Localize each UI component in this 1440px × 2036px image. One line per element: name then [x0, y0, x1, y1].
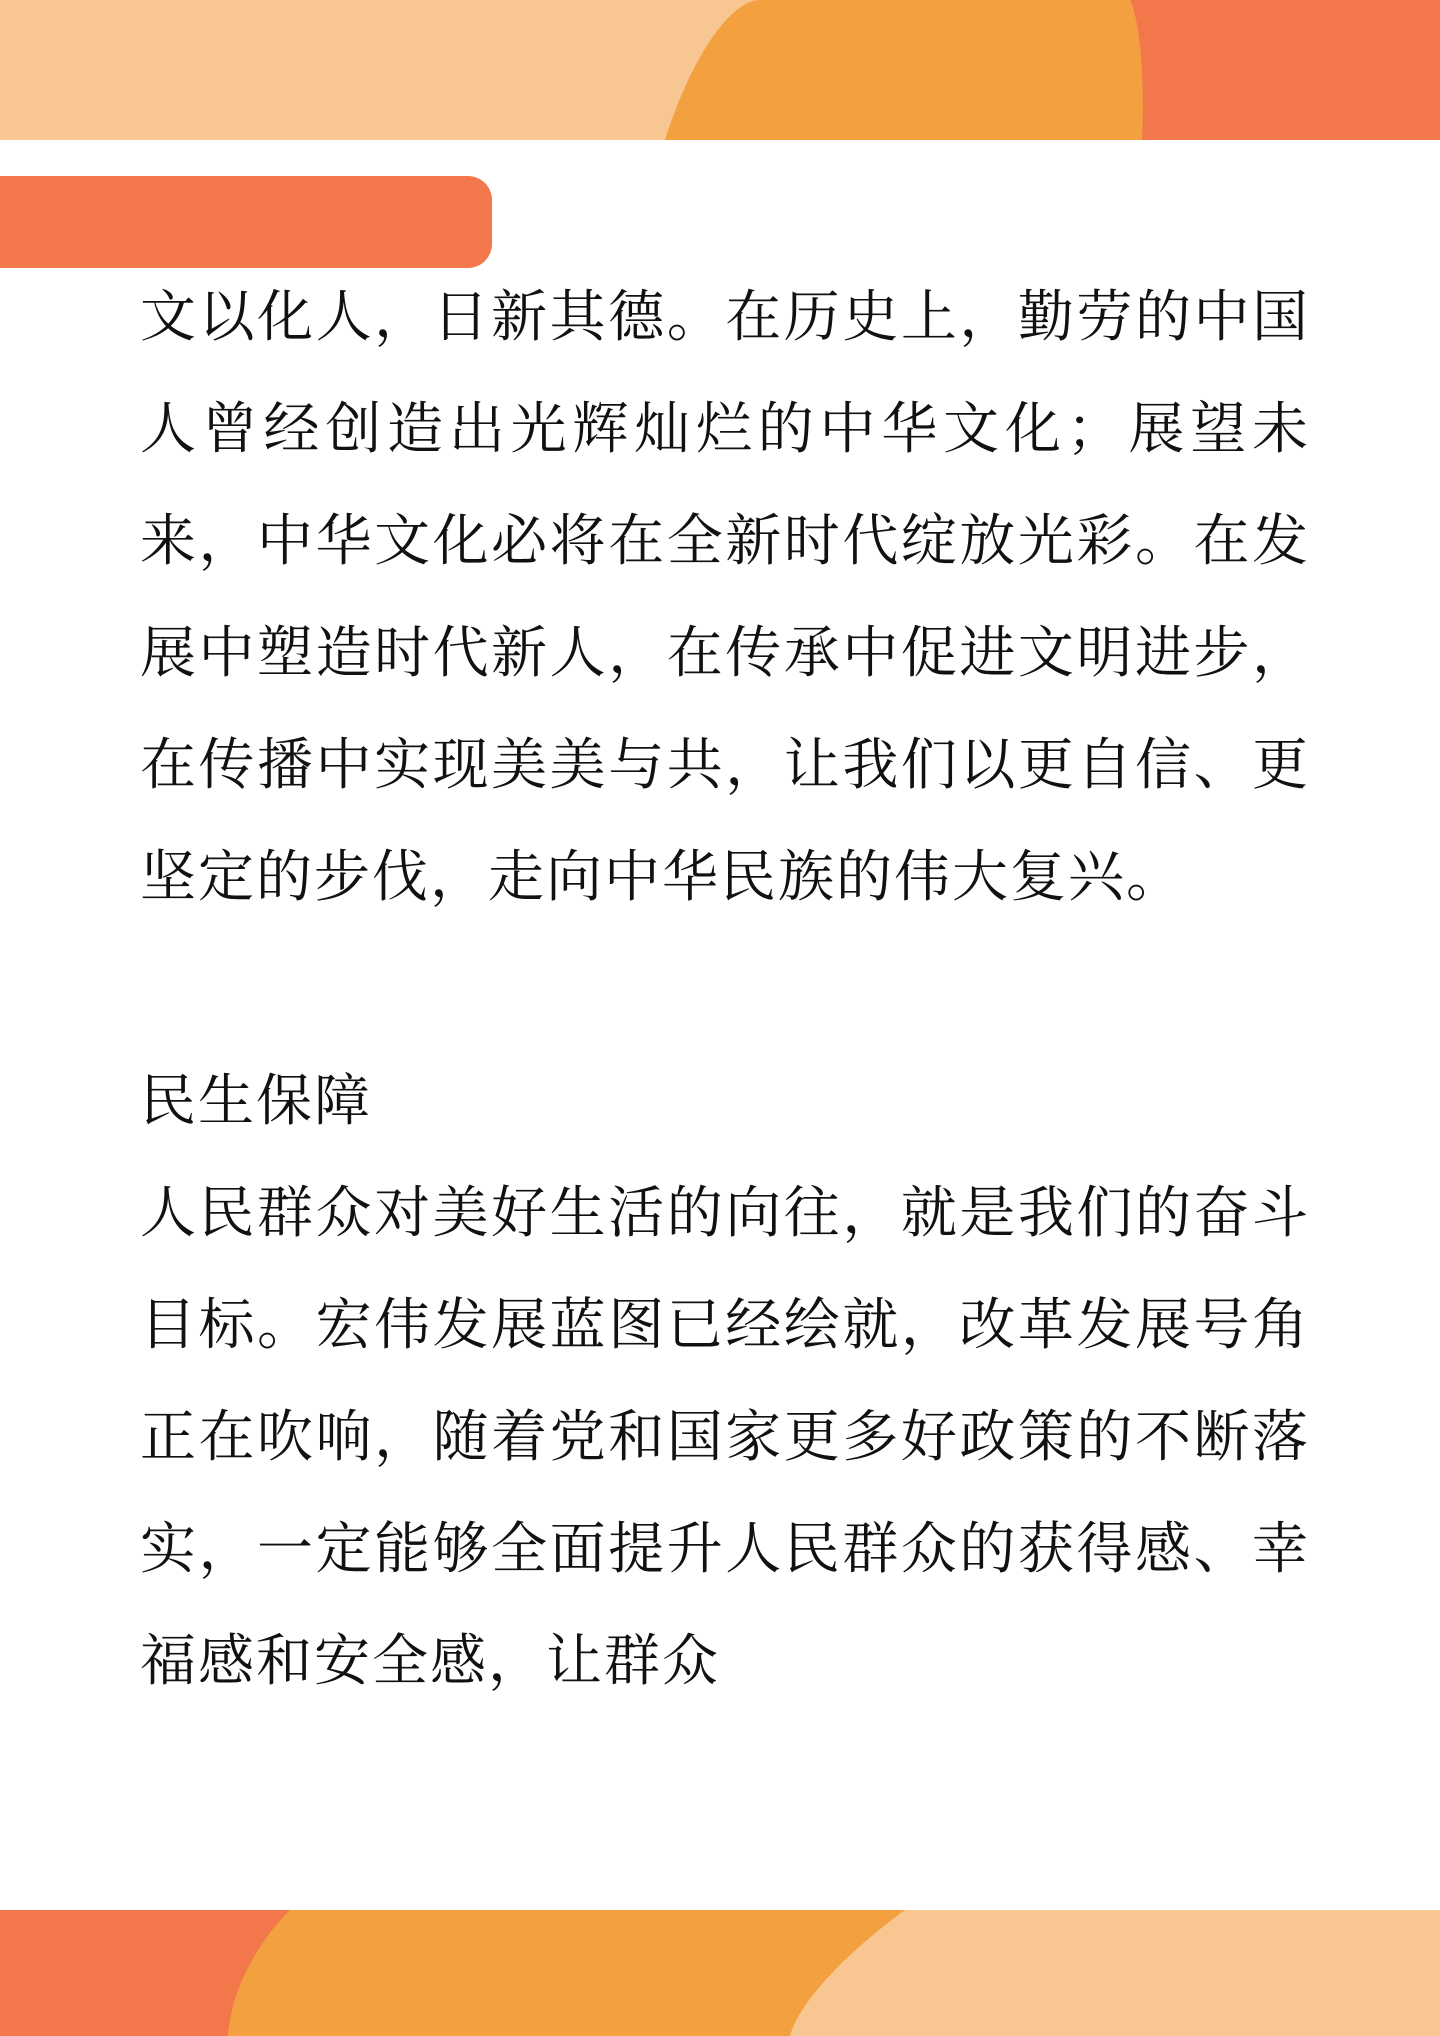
- document-body: [140, 262, 1310, 1718]
- section-tab-decoration: [0, 176, 492, 268]
- bottom-decorative-banner: [0, 1910, 1440, 2036]
- top-banner-shapes: [0, 0, 1440, 140]
- section-title: 民生保障: [140, 1069, 372, 1134]
- paragraph-livelihood: 人民群众对美好生活的向往，就是我们的奋斗目标。宏伟发展蓝图已经绘就，改革发展号角正在吹响，随着党和国家更多好政策的不断落实，一定能够全面提升人民群众的获得感、幸福感和安全感，让群众: [140, 1181, 1310, 1694]
- paragraph-spacer: [140, 934, 1310, 1046]
- bottom-banner-shapes: [0, 1910, 1440, 2036]
- paragraph-culture: 文以化人，日新其德。在历史上，勤劳的中国人曾经创造出光辉灿烂的中华文化；展望未来，中华文化必将在全新时代绽放光彩。在发展中塑造时代新人，在传承中促进文明进步，在传播中实现美美与共，让我们以更自信、更坚定的步伐，走向中华民族的伟大复兴。: [140, 285, 1310, 910]
- top-decorative-banner: [0, 0, 1440, 140]
